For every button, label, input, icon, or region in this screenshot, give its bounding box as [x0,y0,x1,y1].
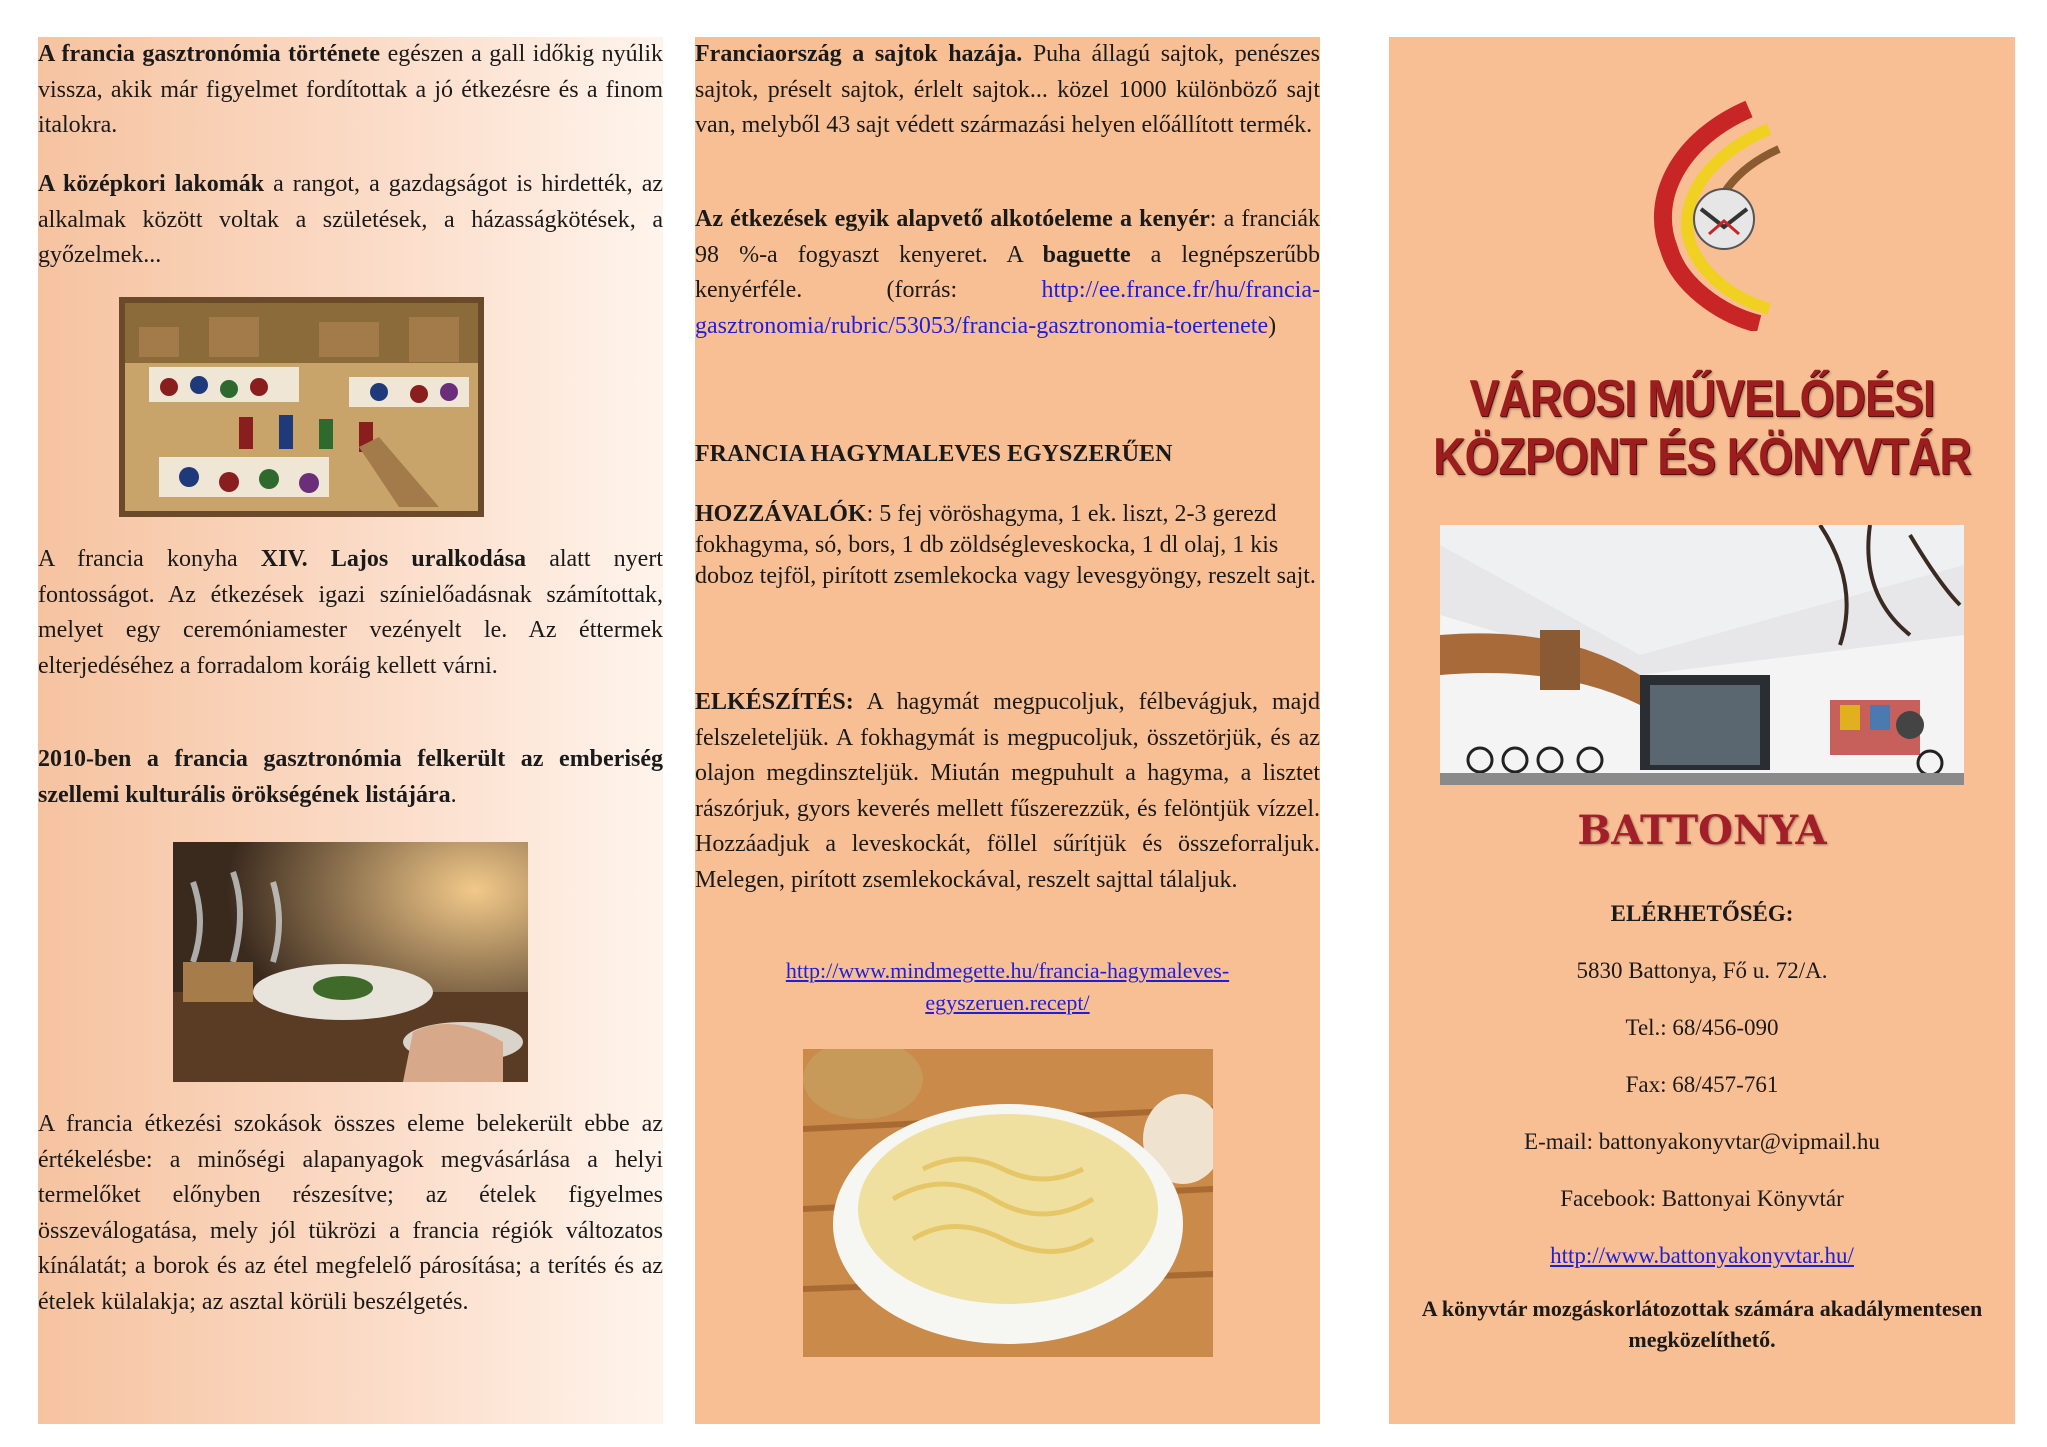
library-building-photo [1440,525,1964,785]
library-logo [1639,99,1789,331]
france-gastronomy-link[interactable]: http://ee.france.fr/hu/francia-gasztronomia/rubric/53053/francia-gasztronomia-toertenete [695,277,1320,339]
traditions-paragraph: A francia étkezési szokások összes eleme belekerült ebbe az értékelésbe: a minőségi alapanyagok megvásárlása a helyi termelőket előnyben részesítve; az ételek figyelmes összeválogatása, mely jól tükrözi a francia régiók változatos kínálatát; a borok és az étel megfelelő párosítása; a terítés és az ételek külalakja; az asztal körüli beszélgetés. [38,1111,663,1315]
fax-number: Fax: 68/457-761 [1625,1072,1779,1097]
website-wrapper [1389,1241,2015,1271]
history-paragraph: A francia gasztronómia története egészen a gall időkig nyúlik vissza, akik már figyelmet fordítottak a jó étkezésre és a finom italokra. [38,41,664,138]
recipe-title: FRANCIA HAGYMALEVES EGYSZERŰEN [695,441,1173,467]
preparation-paragraph: ELKÉSZÍTÉS: A hagymát megpucoljuk, félbevágjuk, majd felszeleteljük. A fokhagymát is megpucoljuk, összetörjük, és az olajon megdinszteljük. Miután megpuhult a hagyma, a lisztet rászórjuk, gyors keverés mellett fűszerezzük, és felöntjük vízzel. Hozzáadjuk a leveskockát, föllel sűrítjük és összeforraljuk. Melegen, pirított zsemlekockával, reszelt sajttal tálaljuk. [695,689,1320,893]
town-name: BATTONYA [1577,807,1827,854]
right-panel [1389,37,2015,1424]
unesco-paragraph: 2010-ben a francia gasztronómia felkerült az emberiség szellemi kulturális örökségének listájára. [38,746,663,808]
recipe-link-wrapper [735,955,1280,1019]
left-panel [38,37,663,1424]
restaurant-dinner-photo [173,842,528,1082]
email-address: E-mail: battonyakonyvtar@vipmail.hu [1524,1129,1880,1154]
onion-soup-photo [803,1049,1213,1357]
accessibility-note: A könyvtár mozgáskorlátozottak számára akadálymentesen megközelíthető. [1421,1296,1983,1352]
middle-panel [695,37,1320,1424]
recipe-link[interactable]: http://www.mindmegette.hu/francia-hagymaleves-egyszeruen.recept/ [785,958,1230,1015]
institution-title-line2: KÖZPONT ÉS KÖNYVTÁR [1433,428,1971,486]
cheese-paragraph: Franciaország a sajtok hazája. Puha állagú sajtok, penészes sajtok, préselt sajtok, érlelt sajtok... közel 1000 különböző sajt van, melyből 43 sajt védett származási helyen előállított termék. [695,41,1320,138]
contact-heading: ELÉRHETŐSÉG: [1610,901,1794,926]
bread-paragraph: Az étkezések egyik alapvető alkotóeleme a kenyér: a franciák 98 %-a fogyaszt kenyeret. A baguette a legnépszerűbb kenyérféle. (forrás: http://ee.france.fr/hu/francia-gasztronomia/rubric/53053/francia-gasztronomia-toertenete) [695,206,1320,339]
website-link[interactable]: http://www.battonyakonyvtar.hu/ [1550,1243,1854,1268]
address: 5830 Battonya, Fő u. 72/A. [1576,958,1828,983]
medieval-feast-painting [119,297,484,517]
medieval-feasts-paragraph: A középkori lakomák a rangot, a gazdagságot is hirdették, az alkalmak között voltak a születések, a házasságkötések, a győzelmek... [38,171,663,268]
facebook-page: Facebook: Battonyai Könyvtár [1560,1186,1844,1211]
louis-xiv-paragraph: A francia konyha XIV. Lajos uralkodása alatt nyert fontosságot. Az étkezések igazi színielőadásnak számítottak, melyet egy ceremóniamester vezényelt le. Az éttermek elterjedéséhez a forradalom koráig kellett várni. [38,546,663,679]
phone-number: Tel.: 68/456-090 [1625,1015,1779,1040]
ingredients-paragraph: HOZZÁVALÓK: 5 fej vöröshagyma, 1 ek. liszt, 2-3 gerezd fokhagyma, só, bors, 1 db zöldségleveskocka, 1 dl olaj, 1 kis doboz tejföl, pirított zsemlekocka vagy levesgyöngy, reszelt sajt. [695,501,1316,589]
institution-title-line1: VÁROSI MŰVELŐDÉSI [1469,370,1935,428]
